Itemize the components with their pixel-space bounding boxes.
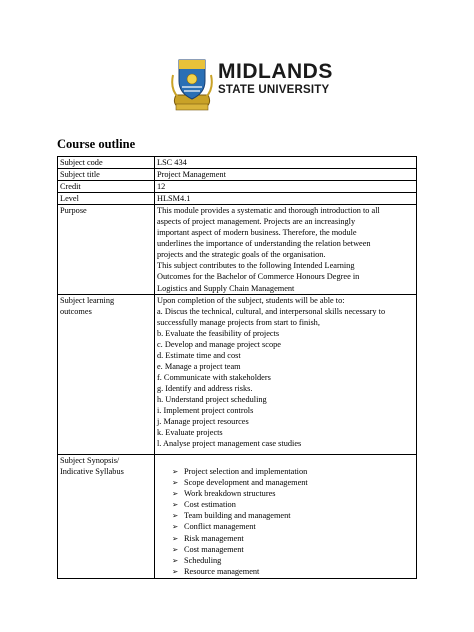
university-logo bbox=[170, 55, 360, 111]
text-line: This subject contributes to the following Intended Learning bbox=[157, 261, 355, 271]
label-line: Subject Synopsis/ bbox=[60, 456, 120, 466]
row-label-subject-code: Subject code bbox=[58, 157, 155, 169]
text-line: g. Identify and address risks. bbox=[157, 383, 253, 393]
list-item: ➢ Team building and management bbox=[172, 510, 414, 521]
university-subname: STATE UNIVERSITY bbox=[218, 84, 330, 96]
list-item: ➢ Resource management bbox=[172, 566, 414, 577]
text-line: Logistics and Supply Chain Management bbox=[157, 283, 295, 293]
text-line: d. Estimate time and cost bbox=[157, 350, 241, 360]
table-row bbox=[58, 205, 417, 294]
text-line: Outcomes for the Bachelor of Commerce Honours Degree in bbox=[157, 272, 360, 282]
list-item: ➢ Scheduling bbox=[172, 555, 414, 566]
row-value-purpose bbox=[155, 205, 417, 294]
label-line: outcomes bbox=[60, 306, 92, 316]
syllabus-list bbox=[157, 466, 414, 576]
text-line: l. Analyse project management case studies bbox=[157, 439, 302, 449]
table-row bbox=[58, 181, 417, 193]
row-label-level: Level bbox=[58, 193, 155, 205]
table-row bbox=[58, 455, 417, 578]
label-line: Indicative Syllabus bbox=[60, 467, 124, 477]
row-value-credit: 12 bbox=[155, 181, 417, 193]
list-item: ➢ Work breakdown structures bbox=[172, 488, 414, 499]
row-value-learning-outcomes bbox=[155, 294, 417, 455]
text-line: underlines the importance of understanding the relation between bbox=[157, 239, 371, 249]
row-label-credit: Credit bbox=[58, 181, 155, 193]
list-item: ➢ Scope development and management bbox=[172, 477, 414, 488]
crest-icon bbox=[170, 55, 214, 111]
row-label-learning-outcomes bbox=[58, 294, 155, 455]
course-outline-table bbox=[57, 156, 417, 579]
row-value-subject-title: Project Management bbox=[155, 169, 417, 181]
text-line: a. Discus the technical, cultural, and interpersonal skills necessary to bbox=[157, 306, 386, 316]
text-line: e. Manage a project team bbox=[157, 361, 241, 371]
label-line: Subject learning bbox=[60, 295, 115, 305]
text-line: successfully manage projects from start to finish, bbox=[157, 317, 320, 327]
table-row bbox=[58, 193, 417, 205]
text-line: k. Evaluate projects bbox=[157, 428, 223, 438]
row-label-synopsis bbox=[58, 455, 155, 578]
text-line: f. Communicate with stakeholders bbox=[157, 372, 271, 382]
text-line: c. Develop and manage project scope bbox=[157, 339, 281, 349]
table-row bbox=[58, 157, 417, 169]
row-value-subject-code: LSC 434 bbox=[155, 157, 417, 169]
text-line: h. Understand project scheduling bbox=[157, 394, 267, 404]
list-item: ➢ Risk management bbox=[172, 533, 414, 544]
text-line: j. Manage project resources bbox=[157, 417, 249, 427]
text-line: This module provides a systematic and thorough introduction to all bbox=[157, 206, 380, 216]
text-line: i. Implement project controls bbox=[157, 406, 254, 416]
list-item: ➢ Cost estimation bbox=[172, 499, 414, 510]
list-item: ➢ Cost management bbox=[172, 544, 414, 555]
text-line: b. Evaluate the feasibility of projects bbox=[157, 328, 280, 338]
table-row bbox=[58, 169, 417, 181]
list-item: ➢ Conflict management bbox=[172, 521, 414, 532]
text-line: important aspect of modern business. Therefore, the module bbox=[157, 228, 357, 238]
table-row bbox=[58, 294, 417, 455]
row-label-subject-title: Subject title bbox=[58, 169, 155, 181]
row-label-purpose: Purpose bbox=[58, 205, 155, 294]
row-value-synopsis bbox=[155, 455, 417, 578]
university-name: MIDLANDS bbox=[218, 60, 333, 83]
text-line: aspects of project management. Projects are an increasingly bbox=[157, 217, 356, 227]
page-title: Course outline bbox=[57, 137, 136, 151]
list-item: ➢ Project selection and implementation bbox=[172, 466, 414, 477]
text-line: projects and the strategic goals of the organisation. bbox=[157, 250, 326, 260]
text-line: Upon completion of the subject, students will be able to: bbox=[157, 295, 345, 305]
row-value-level: HLSM4.1 bbox=[155, 193, 417, 205]
